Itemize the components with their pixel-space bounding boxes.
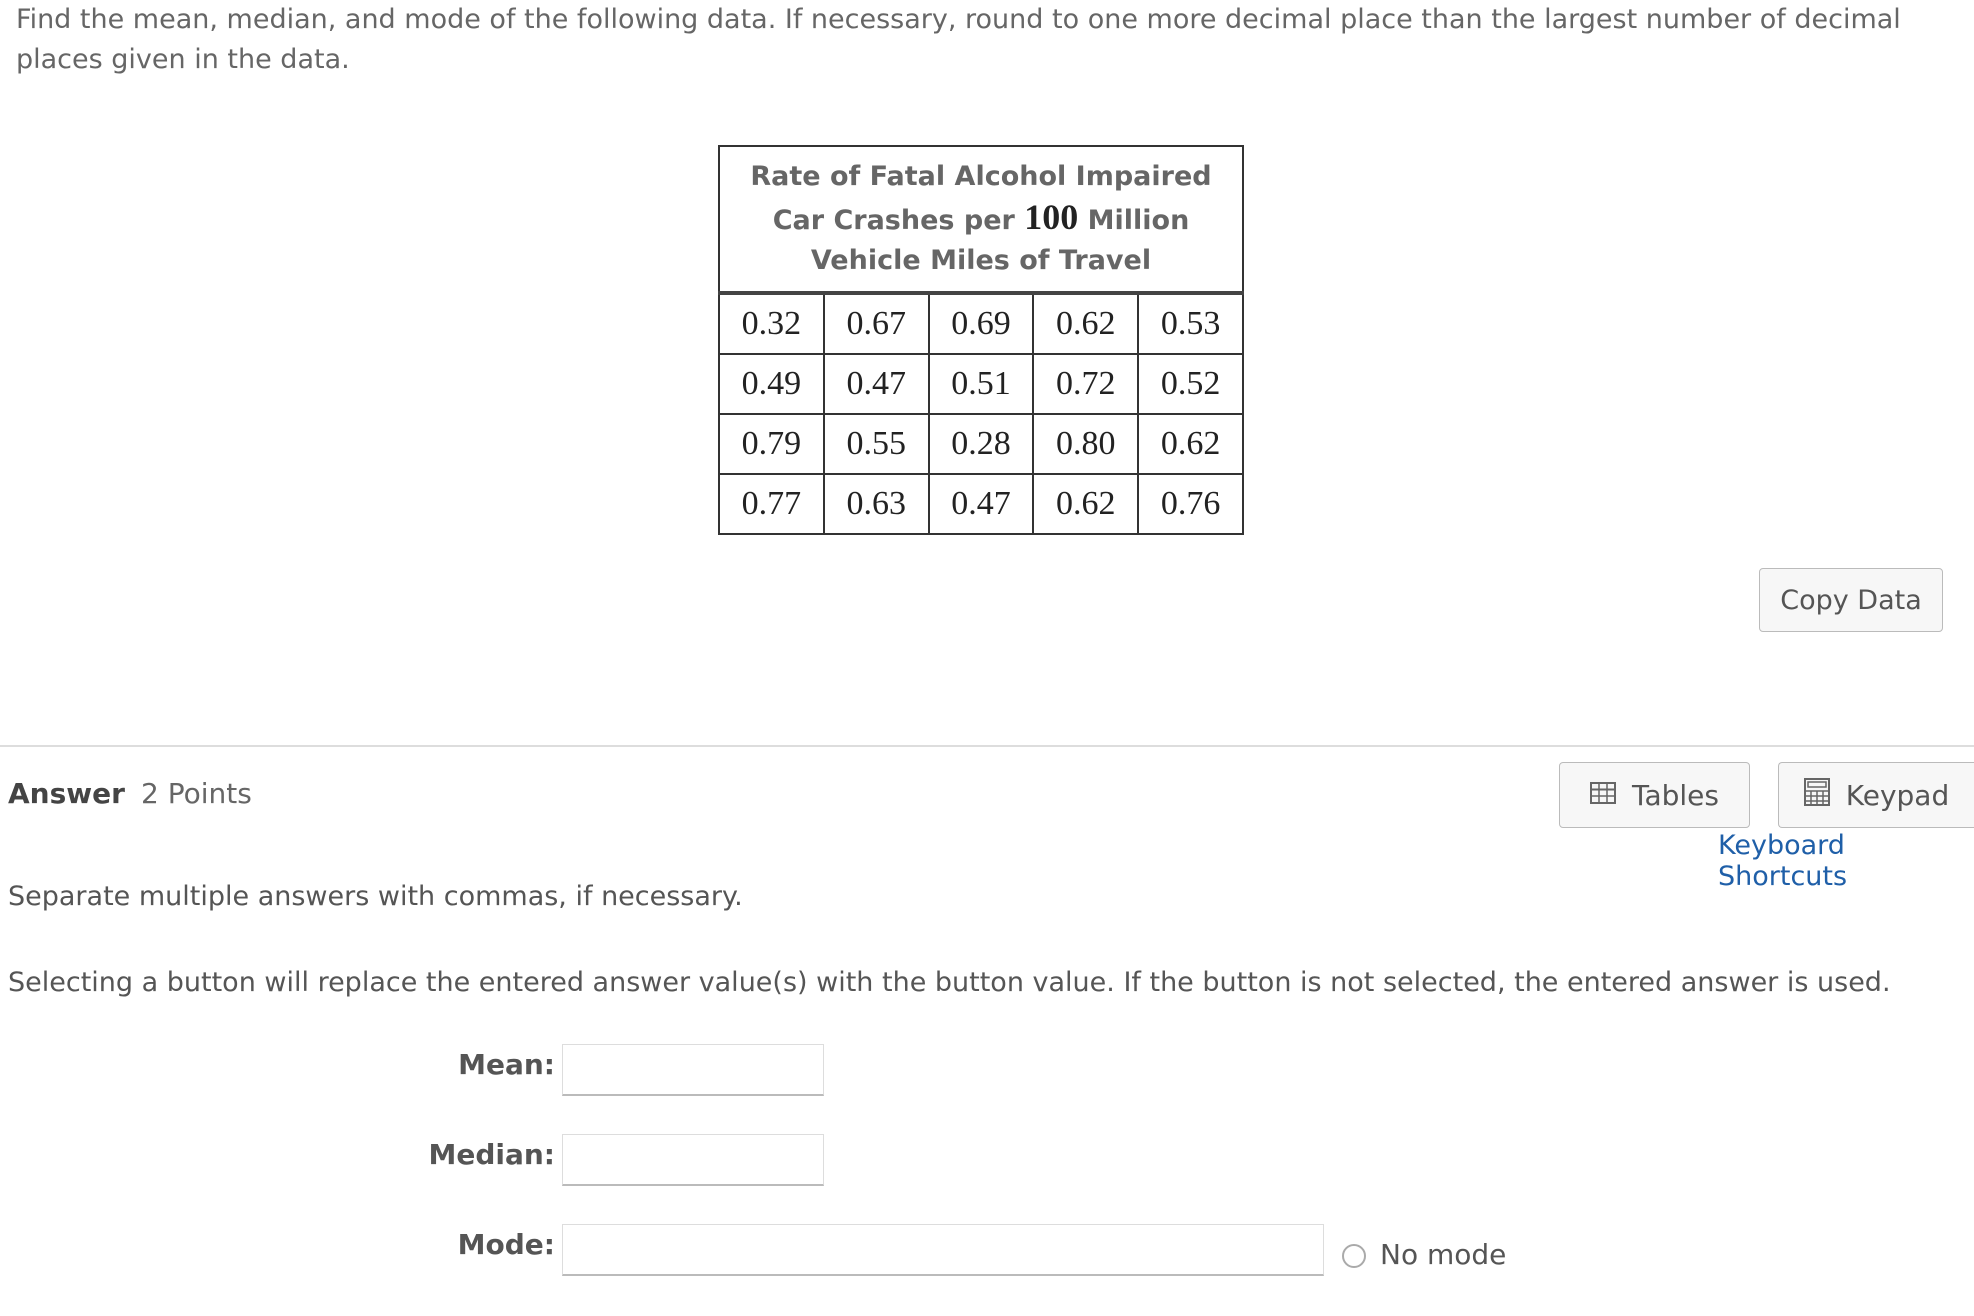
mode-input[interactable] — [562, 1224, 1324, 1276]
table-cell: 0.47 — [824, 354, 929, 414]
table-cell: 0.55 — [824, 414, 929, 474]
table-row — [719, 354, 1243, 414]
median-label: Median: — [428, 1138, 555, 1171]
table-cell: 0.32 — [719, 293, 824, 354]
table-cell: 0.72 — [1033, 354, 1138, 414]
table-cell: 0.62 — [1138, 414, 1243, 474]
table-cell: 0.79 — [719, 414, 824, 474]
table-grid-icon — [1590, 779, 1616, 812]
answer-label: Answer — [8, 777, 125, 810]
table-cell: 0.63 — [824, 474, 929, 534]
section-divider — [0, 745, 1974, 747]
table-title-number: 100 — [1024, 197, 1079, 237]
table-cell: 0.62 — [1033, 474, 1138, 534]
tables-button[interactable] — [1559, 762, 1750, 828]
table-cell: 0.52 — [1138, 354, 1243, 414]
mean-label: Mean: — [458, 1048, 555, 1081]
mode-label: Mode: — [457, 1228, 555, 1261]
no-mode-label[interactable]: No mode — [1380, 1238, 1507, 1271]
keypad-button-label: Keypad — [1845, 778, 1950, 812]
table-row — [719, 293, 1243, 354]
calculator-icon — [1804, 778, 1830, 813]
table-cell: 0.53 — [1138, 293, 1243, 354]
keyboard-shortcuts-link[interactable]: Keyboard Shortcuts — [1718, 830, 1848, 892]
tables-button-label: Tables — [1632, 778, 1719, 812]
mean-input[interactable] — [562, 1044, 824, 1096]
table-cell: 0.28 — [929, 414, 1034, 474]
instruction-button: Selecting a button will replace the entered answer value(s) with the button value. If the button is not selected, the entered answer is used. — [8, 967, 1891, 998]
median-input[interactable] — [562, 1134, 824, 1186]
table-cell: 0.77 — [719, 474, 824, 534]
keypad-button[interactable] — [1778, 762, 1974, 828]
table-cell: 0.69 — [929, 293, 1034, 354]
data-table — [718, 145, 1244, 535]
table-title — [719, 146, 1243, 293]
table-cell: 0.76 — [1138, 474, 1243, 534]
points-label: 2 Points — [141, 777, 252, 810]
table-cell: 0.80 — [1033, 414, 1138, 474]
copy-data-button[interactable]: Copy Data — [1759, 568, 1943, 632]
table-cell: 0.47 — [929, 474, 1034, 534]
question-text: Find the mean, median, and mode of the following data. If necessary, round to one more decimal place than the largest number of decimal places given in the data. — [16, 4, 1901, 75]
instruction-separate: Separate multiple answers with commas, if necessary. — [8, 881, 743, 912]
table-cell: 0.67 — [824, 293, 929, 354]
table-row — [719, 414, 1243, 474]
table-title-part2: Million Vehicle Miles of Travel — [810, 205, 1190, 276]
no-mode-radio[interactable] — [1342, 1244, 1366, 1268]
table-row — [719, 474, 1243, 534]
table-title-part1: Rate of Fatal Alcohol Impaired Car Crashes per — [750, 161, 1212, 236]
table-cell: 0.62 — [1033, 293, 1138, 354]
table-cell: 0.51 — [929, 354, 1034, 414]
table-cell: 0.49 — [719, 354, 824, 414]
